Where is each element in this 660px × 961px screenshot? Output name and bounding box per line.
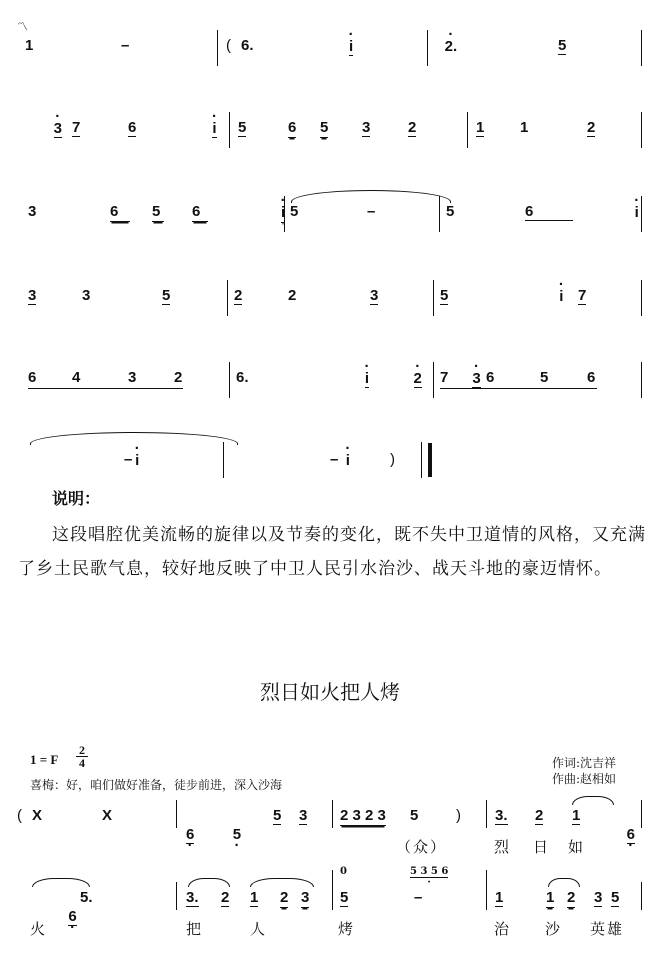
time-signature (76, 744, 88, 769)
note: 5 (162, 287, 171, 304)
barline (641, 30, 642, 66)
note: 5. (80, 889, 93, 906)
barline (284, 196, 285, 232)
barline (641, 362, 642, 398)
explanation-body: 这段唱腔优美流畅的旋律以及节奏的变化，既不失中卫道情的风格，又充满了乡土民歌气息，较好地反映了中卫人民引水治沙、战天斗地的豪迈情怀。 (18, 525, 646, 579)
note: 1 (476, 119, 485, 136)
barline (332, 870, 333, 910)
note: 6 (192, 204, 208, 222)
note: X (32, 807, 43, 824)
barline (486, 870, 487, 910)
note: · i (346, 452, 350, 469)
note: 6. (236, 369, 249, 386)
note: 3 (82, 287, 91, 304)
lyric: 治 (494, 920, 512, 938)
note-group: 2 3 2 3 (340, 807, 386, 824)
note: 6 (587, 369, 596, 386)
note: 5 (611, 889, 620, 906)
barline (439, 196, 440, 232)
note: 2 (587, 119, 596, 136)
note: 6 (28, 369, 37, 386)
lyric: 烤 (338, 920, 356, 938)
note: 2 (174, 369, 183, 386)
paren-close: ) (390, 451, 395, 468)
note: · i (135, 452, 139, 469)
note: 5 (290, 203, 299, 220)
lyric: 人 (250, 920, 268, 938)
note: 5 (340, 889, 349, 906)
note: · 2. (445, 38, 458, 55)
note: · i (212, 120, 216, 138)
barline (641, 196, 642, 232)
barline (176, 800, 177, 828)
note: · 3 (54, 120, 62, 138)
lyric: 烈 (494, 838, 512, 856)
note: · 2 (414, 370, 422, 388)
note: X (102, 807, 113, 824)
note: 5 (440, 287, 449, 304)
note: 1 (495, 889, 504, 906)
tie (548, 878, 580, 887)
barline (467, 112, 468, 148)
note: 5 (152, 204, 164, 222)
note: 6 · (627, 826, 635, 844)
note: · i (635, 204, 639, 221)
dash: – (414, 889, 423, 906)
note: 5 (558, 37, 567, 54)
barline (223, 442, 224, 478)
note: 5 (238, 119, 247, 136)
note: 1 (546, 889, 555, 906)
paren-open: ( (226, 37, 231, 54)
note: 5 (320, 119, 329, 136)
note: · 3 (472, 370, 480, 388)
time-signature-bottom: 4 (79, 756, 85, 770)
dash: – (121, 37, 130, 54)
song-title: 烈日如火把人烤 (260, 680, 400, 704)
dash: – (330, 451, 339, 468)
lyric: 日 (533, 838, 551, 856)
note: 2 (408, 119, 417, 136)
note: 3 (594, 889, 603, 906)
note: 6 (110, 204, 130, 222)
note: 6 · (186, 826, 194, 844)
note: 7 (72, 119, 81, 136)
lyric: 沙 (545, 920, 563, 938)
note: 7 (578, 287, 587, 304)
note: · i (281, 204, 285, 223)
note: 3 (362, 119, 371, 136)
note: 5 (410, 807, 419, 824)
note: 3 (28, 287, 37, 304)
note: 5 (446, 203, 455, 220)
note: · i (349, 38, 353, 56)
rest-marker: 0 (340, 866, 347, 877)
lyric: 把 (186, 920, 204, 938)
tie (291, 190, 451, 203)
final-barline-thick (428, 443, 432, 477)
barline (229, 362, 230, 398)
note: 6 (525, 204, 573, 221)
note: 2 (280, 889, 289, 906)
barline (217, 30, 218, 66)
note: 5 (540, 369, 549, 386)
note: 3 (299, 807, 308, 824)
final-barline-thin (421, 442, 422, 478)
note: 2 (288, 287, 297, 304)
note: 3 (28, 203, 37, 220)
note: 6 (486, 369, 495, 386)
composer: 作曲:赵相如 (552, 772, 617, 786)
tie (188, 878, 230, 887)
note: 6. (241, 37, 254, 54)
grace-notes: 5 3 5 6 · (410, 866, 448, 878)
note: 3 (370, 287, 379, 304)
key-signature: 1 = F (30, 752, 59, 767)
note: 5 (273, 807, 282, 824)
barline (229, 112, 230, 148)
paren-open: ( (17, 807, 22, 824)
note: 7 (440, 369, 449, 386)
paren-close: ) (456, 807, 461, 824)
breath-mark-icon: 〽 (17, 21, 28, 33)
note: 3. (186, 889, 199, 906)
barline (486, 800, 487, 828)
beam (28, 388, 183, 389)
tie (32, 878, 90, 887)
note: 2 (221, 889, 230, 906)
note: · i (365, 370, 369, 388)
dash: – (367, 203, 376, 220)
barline (433, 280, 434, 316)
lyric-chorus: （众） (396, 838, 448, 856)
barline (332, 800, 333, 828)
note: 4 (72, 369, 81, 386)
note: 1 (572, 807, 581, 824)
tie (572, 796, 614, 805)
lyric: 火 (30, 920, 48, 938)
explanation-heading: 说明： (52, 489, 101, 508)
tie (250, 878, 314, 887)
note: 3 (128, 369, 137, 386)
note: 2 (535, 807, 544, 824)
note: 2 (567, 889, 576, 906)
note: 5 · (233, 826, 241, 843)
note: 6 (288, 119, 297, 136)
lyricist: 作词:沈吉祥 (552, 756, 617, 770)
barline (433, 362, 434, 398)
barline (641, 882, 642, 910)
barline (641, 280, 642, 316)
beam (440, 388, 597, 389)
barline (227, 280, 228, 316)
barline (427, 30, 428, 66)
note: 6 · (68, 908, 76, 926)
note: 2 (234, 287, 243, 304)
upper-score (0, 0, 660, 469)
dash: – (124, 451, 133, 468)
barline (641, 112, 642, 148)
intro-speech: 喜梅：好，咱们做好准备，徒步前进，深入沙海 (30, 778, 283, 792)
barline (641, 800, 642, 828)
note: · i (559, 288, 563, 305)
lyric: 如 (568, 838, 586, 856)
note: 6 (128, 119, 137, 136)
note: 3 (301, 889, 310, 906)
time-signature-top: 2 (79, 743, 85, 757)
note: 1 (250, 889, 259, 906)
lyric: 英雄 (590, 920, 625, 938)
note: 3. (495, 807, 508, 824)
barline (176, 882, 177, 910)
note: 1 (25, 37, 34, 54)
note: 1 (520, 119, 529, 136)
